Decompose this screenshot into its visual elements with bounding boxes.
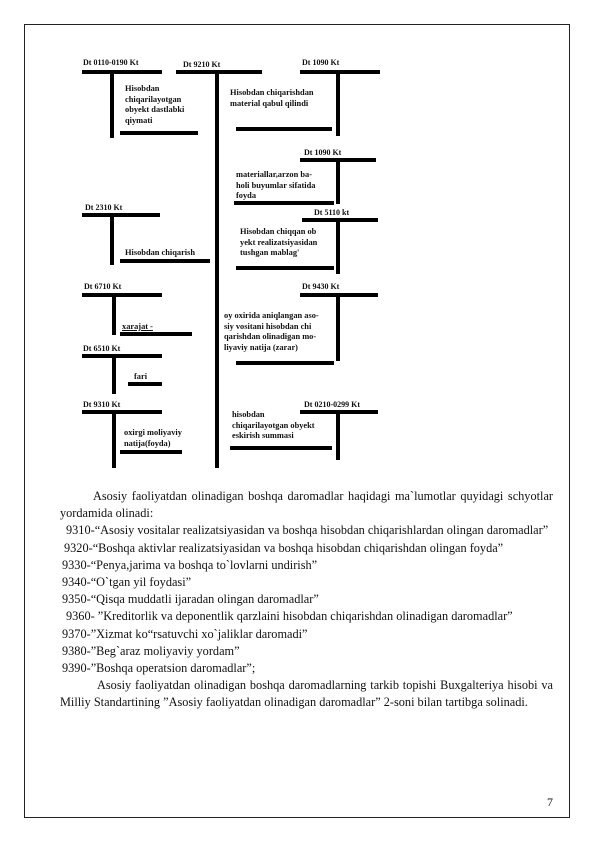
list-item-9350: 9350-“Qisqa muddatli ijaradan olingan daromadlar” [62, 592, 319, 607]
account-5110-label: Dt 5110 kt [314, 208, 350, 217]
account-9430-label: Dt 9430 Kt [302, 282, 340, 291]
account-5110-stem [336, 218, 340, 274]
account-1090a-stem [336, 70, 340, 136]
note-material-received-line [236, 127, 332, 131]
note-depreciation-line [230, 446, 332, 450]
note-initial-value-line [120, 131, 198, 135]
account-6510-bar [82, 354, 162, 358]
list-item-9310: 9310-“Asosiy vositalar realizatsiyasidan va boshqa hisobdan chiqarishlardan olingan daromadlar” [66, 523, 549, 538]
account-6510-stem [112, 354, 116, 394]
account-1090b-stem [336, 158, 340, 204]
account-9430-stem [336, 293, 340, 361]
account-6710-bar [82, 293, 162, 297]
account-2310-bar [82, 213, 160, 217]
note-depreciation: hisobdan chiqarilayotgan obyekt eskirish summasi [232, 410, 315, 440]
note-expense: xarajat - [122, 322, 153, 331]
list-item-9340: 9340-“O`tgan yil foydasi” [62, 575, 192, 590]
account-6510-label: Dt 6510 Kt [83, 344, 121, 353]
note-month-end-loss: oy oxirida aniqlangan aso- siy vositani hisobdan chi qarishdan olinadigan mo- liyaviy natija (zarar) [224, 311, 319, 352]
account-1090a-label: Dt 1090 Kt [302, 58, 340, 67]
account-9310-bar [82, 410, 162, 414]
intro-paragraph: Asosiy faoliyatdan olinadigan boshqa daromadlar haqidagi ma`lumotlar quyidagi schyotlar yordamida olinadi: [60, 489, 553, 521]
list-item-9390: 9390-”Boshqa operatsion daromadlar”; [62, 661, 256, 676]
list-item-9360: 9360- ”Kreditorlik va deponentlik qarzlaini hisobdan chiqarishdan olinadigan daromadlar” [66, 609, 513, 624]
account-9210-label: Dt 9210 Kt [183, 60, 221, 69]
account-9210-bar [176, 70, 262, 74]
note-write-off: Hisobdan chiqarish [125, 248, 196, 257]
account-9310-stem [112, 410, 116, 468]
note-materials-profit-line [234, 201, 334, 205]
account-9210-stem [215, 70, 219, 468]
list-item-9380: 9380-”Beg`araz moliyaviy yordam” [62, 643, 240, 658]
account-0110-bar [82, 70, 162, 74]
note-initial-value: Hisobdan chiqarilayotgan obyekt dastlabki qiymati [125, 84, 185, 125]
account-1090b-label: Dt 1090 Kt [304, 148, 342, 157]
list-item-9330: 9330-“Penya,jarima va boshqa to`lovlarni undirish” [62, 557, 318, 572]
note-difference-line [128, 382, 162, 386]
account-2310-label: Dt 2310 Kt [85, 203, 123, 212]
note-material-received: Hisobdan chiqarishdan material qabul qilindi [230, 88, 314, 108]
account-5110-bar [302, 218, 378, 222]
note-final-profit-line [120, 450, 182, 454]
note-write-off-line [120, 259, 210, 263]
page-number: 7 [547, 795, 553, 809]
account-1090a-bar [300, 70, 380, 74]
account-6710-stem [112, 293, 116, 335]
note-difference: fari [134, 372, 148, 381]
note-final-profit: oxirgi moliyaviy natija(foyda) [124, 428, 182, 448]
account-0210-stem [336, 410, 340, 460]
note-sale-proceeds: Hisobdan chiqqan ob yekt realizatsiyasidan tushgan mablag' [240, 227, 318, 257]
account-9310-label: Dt 9310 Kt [83, 400, 121, 409]
list-item-9320: 9320-“Boshqa aktivlar realizatsiyasidan va boshqa hisobdan chiqarishdan olingan foyda” [64, 540, 504, 555]
account-0210-label: Dt 0210-0299 Kt [304, 400, 360, 409]
account-0110-stem [110, 70, 114, 138]
closing-paragraph: Asosiy faoliyatdan olinadigan boshqa daromadlarning tarkib topishi Buxgalteriya hisobi va Milliy Standartining ”Asosiy faoliyatdan olinadigan daromadlar” 2-soni bilan tartibga solinadi. [60, 678, 553, 710]
list-item-9370: 9370-”Xizmat ko“rsatuvchi xo`jaliklar daromadi” [62, 626, 308, 641]
note-sale-proceeds-line [236, 266, 334, 270]
body-text [60, 488, 553, 712]
note-expense-line [120, 332, 192, 336]
account-2310-stem [110, 213, 114, 265]
account-6710-label: Dt 6710 Kt [84, 282, 122, 291]
account-0110-label: Dt 0110-0190 Kt [83, 58, 139, 67]
note-materials-profit: materiallar,arzon ba- holi buyumlar sifatida foyda [236, 170, 316, 200]
note-month-end-loss-line [236, 361, 334, 365]
